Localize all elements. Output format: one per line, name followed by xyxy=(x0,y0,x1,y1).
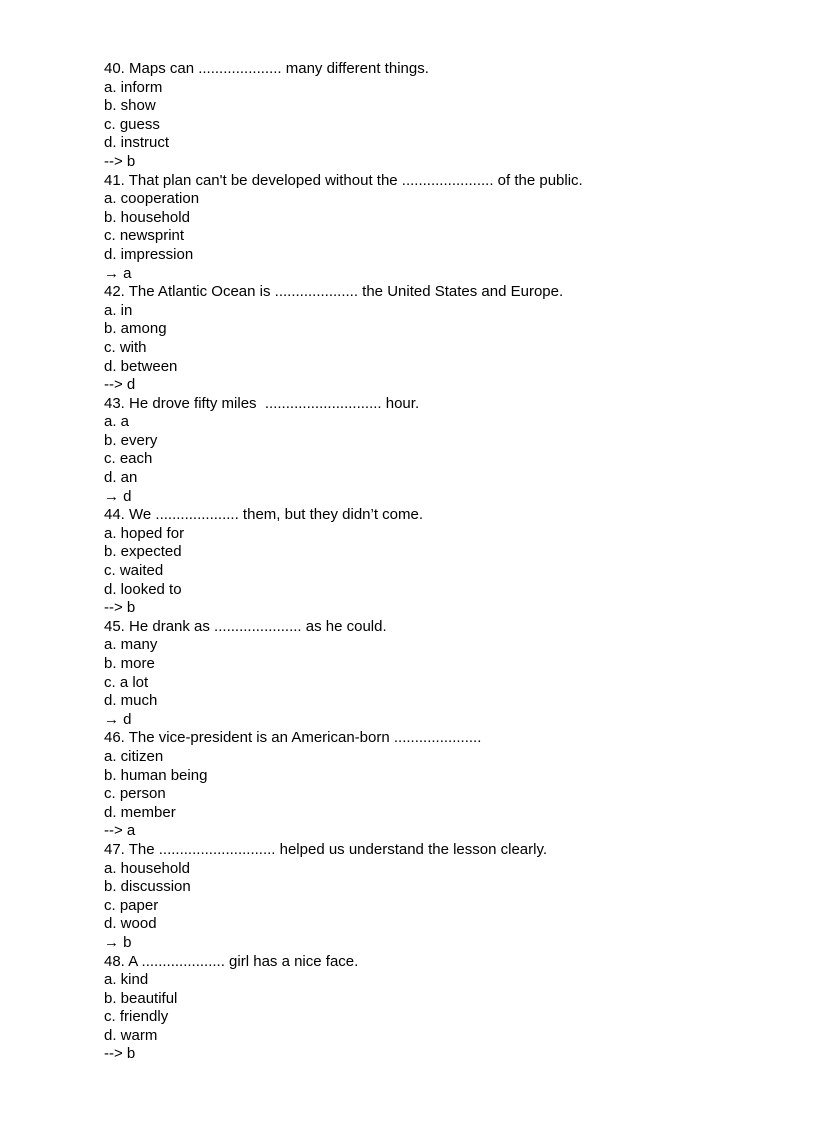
answer-option: a. in xyxy=(104,301,133,319)
question-block xyxy=(104,953,784,1065)
answer-option: d. instruct xyxy=(104,134,170,152)
answer-option: b. human being xyxy=(104,766,208,784)
question-stem: 43. He drove fifty miles ............................ hour. xyxy=(104,394,420,412)
answer-option: c. with xyxy=(104,338,147,356)
answer-option: b. every xyxy=(104,431,158,449)
answer-option: c. each xyxy=(104,450,153,468)
answer-option: b. discussion xyxy=(104,878,191,896)
answer-key: --> b xyxy=(104,152,136,170)
answer-option: a. kind xyxy=(104,971,149,989)
answer-option: d. warm xyxy=(104,1026,158,1044)
question-stem: 44. We .................... them, but they didn’t come. xyxy=(104,506,424,524)
answer-option: b. more xyxy=(104,655,155,672)
answer-option: c. waited xyxy=(104,562,164,580)
answer-key: --> a xyxy=(104,822,136,840)
answer-option: b. show xyxy=(104,97,156,115)
answer-key: → d xyxy=(104,487,132,505)
answer-option: d. wood xyxy=(104,915,157,933)
answer-option: a. hoped for xyxy=(104,524,185,542)
answer-option: b. beautiful xyxy=(104,989,178,1007)
question-block xyxy=(104,618,784,730)
answer-option: d. looked to xyxy=(104,580,182,598)
answer-option: a. cooperation xyxy=(104,190,200,208)
answer-option: d. between xyxy=(104,357,178,375)
question-stem: 46. The vice-president is an American-born ..................... xyxy=(104,729,482,747)
answer-option: b. expected xyxy=(104,543,182,561)
answer-option: a. inform xyxy=(104,78,163,96)
answer-option: c. a lot xyxy=(104,673,149,691)
answer-option: b. household xyxy=(104,208,190,226)
question-block xyxy=(104,841,784,953)
answer-option: b. among xyxy=(104,320,167,338)
question-block xyxy=(104,506,784,618)
question-block xyxy=(104,395,784,507)
question-stem: 42. The Atlantic Ocean is .................... the United States and Europe. xyxy=(104,283,564,301)
answer-option: d. much xyxy=(104,692,158,710)
question-stem: 40. Maps can .................... many different things. xyxy=(104,60,429,77)
answer-option: a. citizen xyxy=(104,747,164,765)
question-stem: 48. A .................... girl has a nice face. xyxy=(104,952,359,970)
question-block xyxy=(104,729,784,841)
question-stem: 41. That plan can't be developed without the ...................... of the public. xyxy=(104,171,583,189)
answer-option: d. impression xyxy=(104,245,194,263)
answer-option: c. paper xyxy=(104,896,159,914)
answer-key: → a xyxy=(104,264,132,282)
question-block xyxy=(104,60,784,172)
answer-option: c. person xyxy=(104,785,166,803)
document-body xyxy=(104,60,784,1064)
answer-option: c. guess xyxy=(104,115,160,133)
answer-option: a. many xyxy=(104,636,158,654)
answer-key: → b xyxy=(104,933,132,951)
answer-key: --> d xyxy=(104,376,136,394)
answer-option: a. a xyxy=(104,413,130,431)
answer-key: → d xyxy=(104,710,132,728)
answer-option: d. an xyxy=(104,469,138,487)
question-stem: 45. He drank as ..................... as he could. xyxy=(104,617,387,635)
answer-option: c. newsprint xyxy=(104,227,185,245)
answer-option: a. household xyxy=(104,859,190,877)
answer-key: --> b xyxy=(104,599,136,617)
answer-option: c. friendly xyxy=(104,1008,169,1026)
question-stem: 47. The ............................ helped us understand the lesson clearly. xyxy=(104,840,548,858)
question-block xyxy=(104,283,784,395)
question-block xyxy=(104,172,784,284)
answer-option: d. member xyxy=(104,803,176,821)
answer-key: --> b xyxy=(104,1045,136,1063)
